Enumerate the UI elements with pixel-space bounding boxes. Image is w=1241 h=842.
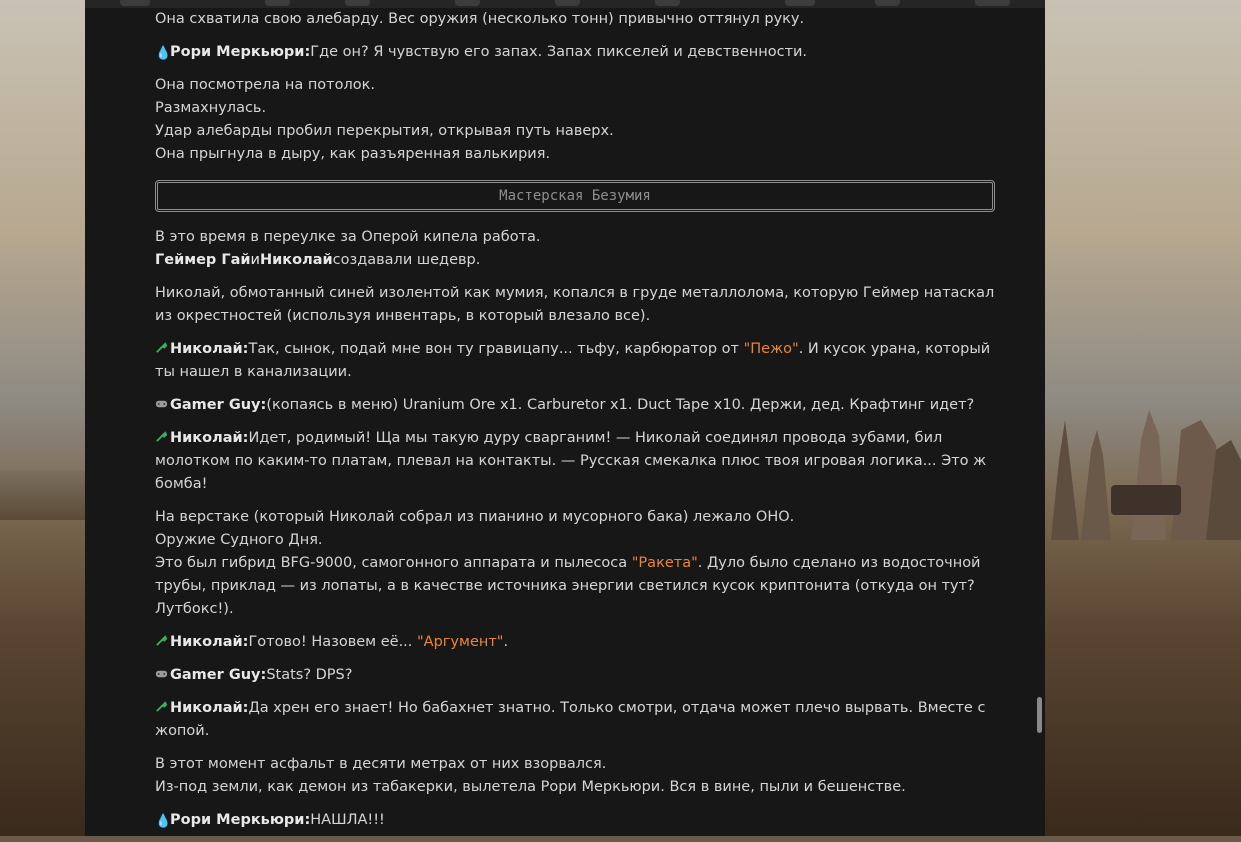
dialogue-text: Stats? DPS?	[266, 667, 353, 683]
quoted-text: "Пежо"	[743, 341, 799, 357]
paragraph: Она схватила свою алебарду. Вес оружия (несколько тонн) привычно оттянул руку.	[155, 11, 805, 27]
text-line: В этот момент асфальт в десяти метрах от них взорвался.	[155, 756, 607, 772]
dialogue-line	[155, 809, 995, 832]
character-name: Николай	[259, 252, 333, 268]
text-line: В это время в переулке за Оперой кипела работа.	[155, 229, 541, 245]
speaker-name: Рори Меркьюри:	[170, 812, 311, 828]
paragraph	[155, 753, 995, 799]
dialogue-text: . И кусок урана, который ты нашел в канализации.	[155, 341, 991, 380]
dialogue-line	[155, 338, 995, 384]
quoted-text: "Аргумент"	[417, 634, 504, 650]
dialogue-text: Так, сынок, подай мне вон ту гравицапу... тьфу, карбюратор от	[248, 341, 744, 357]
toolbar-icon[interactable]	[555, 0, 580, 6]
gamepad-icon	[155, 667, 168, 680]
dialogue-line	[155, 427, 995, 496]
speaker-name: Рори Меркьюри:	[170, 44, 311, 60]
toolbar-icon[interactable]	[785, 0, 815, 6]
text-line: Это был гибрид BFG-9000, самогонного аппарата и пылесоса	[155, 555, 632, 571]
text-line: Из-под земли, как демон из табакерки, вылетела Рори Меркьюри. Вся в вине, пыли и бешенстве.	[155, 779, 906, 795]
text-line: создавали шедевр.	[332, 252, 481, 268]
paragraph: Николай, обмотанный синей изолентой как мумия, копался в груде металлолома, которую Геймер натаскал из окрестностей (используя инвентарь, в который влезало все).	[155, 285, 995, 324]
dialogue-text: .	[503, 634, 509, 650]
dialogue-text: Где он? Я чувствую его запах. Запах пикселей и девственности.	[310, 44, 808, 60]
wrench-icon	[155, 700, 168, 713]
dialogue-line	[155, 41, 995, 64]
speaker-name: Николай:	[170, 430, 249, 446]
toolbar-icon[interactable]	[345, 0, 370, 6]
conjunction: и	[250, 252, 260, 268]
dialogue-line	[155, 664, 995, 687]
dialogue-text: (копаясь в меню) Uranium Ore x1. Carburetor x1. Duct Tape x10. Держи, дед. Крафтинг идет?	[266, 397, 975, 413]
text-line: Размахнулась.	[155, 100, 267, 116]
paragraph	[155, 74, 995, 166]
toolbar-icon[interactable]	[455, 0, 480, 6]
toolbar-icon[interactable]	[875, 0, 900, 6]
toolbar-icon[interactable]	[120, 0, 150, 6]
scrollbar-thumb[interactable]	[1037, 697, 1042, 733]
speaker-name: Gamer Guy:	[170, 397, 267, 413]
text-line: На верстаке (который Николай собрал из пианино и мусорного бака) лежало ОНО.	[155, 509, 795, 525]
text-line: Оружие Судного Дня.	[155, 532, 323, 548]
wrench-icon	[155, 430, 168, 443]
dialogue-line	[155, 394, 995, 417]
paragraph	[155, 506, 995, 621]
speaker-name: Gamer Guy:	[170, 667, 267, 683]
speaker-name: Николай:	[170, 700, 249, 716]
dialogue-line	[155, 697, 995, 743]
dialogue-text: НАШЛА!!!	[310, 812, 385, 828]
toolbar-icon[interactable]	[265, 0, 290, 6]
dialogue-text: Идет, родимый! Ща мы такую дуру сварганим! — Николай соединял провода зубами, бил молотком по каким-то платам, плевал на контакты. — Русская смекалка плюс твоя игровая логика... Это ж бомба!	[155, 430, 987, 492]
top-toolbar	[85, 0, 1045, 8]
toolbar-icon[interactable]	[655, 0, 680, 6]
blood-drop-icon: 💧	[155, 46, 172, 61]
scene-title-box: Мастерская Безумия	[155, 180, 995, 212]
dialogue-line	[155, 631, 995, 654]
dialogue-text: Готово! Назовем её...	[248, 634, 418, 650]
paragraph	[155, 226, 995, 272]
wrench-icon	[155, 634, 168, 647]
gamepad-icon	[155, 397, 168, 410]
toolbar-icon[interactable]	[975, 0, 1010, 6]
text-line: Она прыгнула в дыру, как разъяренная валькирия.	[155, 146, 551, 162]
character-name: Геймер Гай	[155, 252, 251, 268]
wrench-icon	[155, 341, 168, 354]
story-message	[155, 8, 995, 842]
text-line: Удар алебарды пробил перекрытия, открывая путь наверх.	[155, 123, 614, 139]
speaker-name: Николай:	[170, 341, 249, 357]
dialogue-text: Да хрен его знает! Но бабахнет знатно. Только смотри, отдача может плечо вырвать. Вместе с жопой.	[155, 700, 986, 739]
speaker-name: Николай:	[170, 634, 249, 650]
rock-spires-illustration	[1041, 400, 1241, 540]
text-line: . Дуло было сделано из водосточной трубы, приклад — из лопаты, а в качестве источника энергии светился кусок криптонита (откуда он тут? Лутбокс!).	[155, 555, 981, 617]
quoted-text: "Ракета"	[631, 555, 698, 571]
blood-drop-icon: 💧	[155, 814, 172, 829]
text-line: Она посмотрела на потолок.	[155, 77, 376, 93]
